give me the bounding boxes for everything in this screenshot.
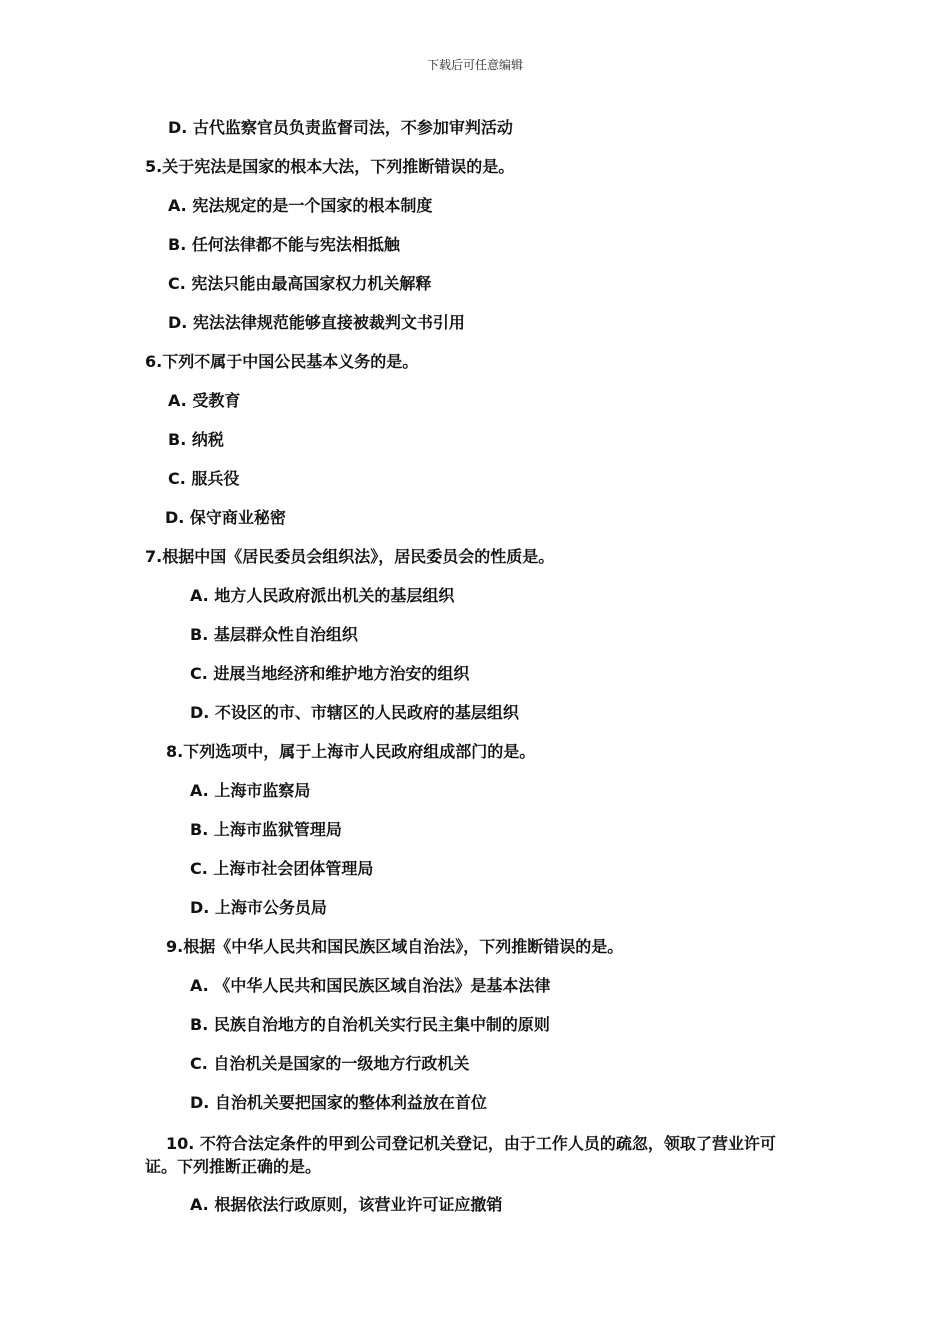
question-7: 7.根据中国《居民委员会组织法》，居民委员会的性质是。: [145, 547, 555, 566]
option-9-a: A. 《中华人民共和国民族区域自治法》是基本法律: [190, 976, 551, 995]
option-4-d: D. 古代监察官员负责监督司法，不参加审判活动: [168, 118, 513, 137]
option-5-a: A. 宪法规定的是一个国家的根本制度: [168, 196, 433, 215]
option-8-c: C. 上海市社会团体管理局: [190, 859, 374, 878]
option-7-a: A. 地方人民政府派出机关的基层组织: [190, 586, 455, 605]
option-10-a: A. 根据依法行政原则，该营业许可证应撤销: [190, 1195, 503, 1214]
option-9-c: C. 自治机关是国家的一级地方行政机关: [190, 1054, 470, 1073]
option-5-b: B. 任何法律都不能与宪法相抵触: [168, 235, 400, 254]
question-8: 8.下列选项中，属于上海市人民政府组成部门的是。: [166, 742, 536, 761]
option-8-d: D. 上海市公务员局: [190, 898, 327, 917]
option-5-d: D. 宪法法律规范能够直接被裁判文书引用: [168, 313, 465, 332]
page-header: 下载后可任意编辑: [426, 58, 523, 72]
option-6-b: B. 纳税: [168, 430, 224, 449]
option-8-a: A. 上海市监察局: [190, 781, 311, 800]
option-5-c: C. 宪法只能由最高国家权力机关解释: [168, 274, 432, 293]
option-9-d: D. 自治机关要把国家的整体利益放在首位: [190, 1093, 487, 1112]
option-9-b: B. 民族自治地方的自治机关实行民主集中制的原则: [190, 1015, 550, 1034]
question-9: 9.根据《中华人民共和国民族区域自治法》，下列推断错误的是。: [166, 937, 624, 956]
question-5: 5.关于宪法是国家的根本大法，下列推断错误的是。: [145, 157, 515, 176]
option-6-d: D. 保守商业秘密: [165, 508, 286, 527]
option-7-c: C. 进展当地经济和维护地方治安的组织: [190, 664, 470, 683]
option-6-c: C. 服兵役: [168, 469, 240, 488]
option-8-b: B. 上海市监狱管理局: [190, 820, 342, 839]
option-7-b: B. 基层群众性自治组织: [190, 625, 358, 644]
question-6: 6.下列不属于中国公民基本义务的是。: [145, 352, 419, 371]
option-6-a: A. 受教育: [168, 391, 241, 410]
option-7-d: D. 不设区的市、市辖区的人民政府的基层组织: [190, 703, 519, 722]
question-10: 10. 不符合法定条件的甲到公司登记机关登记，由于工作人员的疏忽，领取了营业许可证。下列推断正确的是。: [145, 1134, 776, 1176]
